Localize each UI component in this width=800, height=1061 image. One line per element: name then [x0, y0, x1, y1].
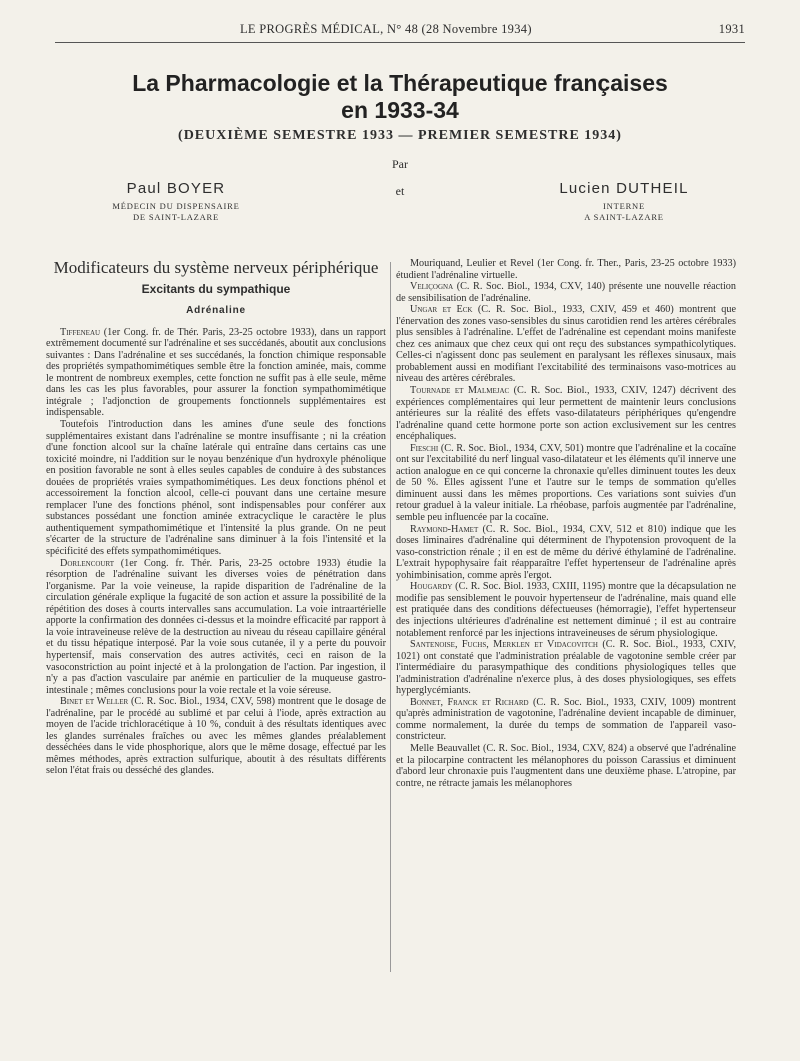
paragraph [46, 696, 386, 777]
paragraph-text: (C. R. Soc. Biol., 1933, CXIV, 1021) ont constaté que l'administration préalable de vagotonine semble créer par l'intermédiaire du parasympathique des conditions physiologiques telles que l'administration d'adrénaline n'exerce plus, à des doses physiologiques, ses effets hyperglycémiants. [396, 639, 736, 697]
author-affiliation-line: MÉDECIN DU DISPENSAIRE [112, 201, 240, 211]
paragraph-text: (1er Cong. fr. Thér. Paris, 23-25 octobre 1933) étudie la résorption de l'adrénaline suivant les diverses voies de pénétration dans l'organisme. Par la voie veineuse, la rapide disparition de l'adrénaline de la circulation générale explique la fugacité de son action et assure la possibilité de la répétition des doses à courts intervalles sans accumulation. La voie intraartérielle apporte la confirmation des données ci-dessus et la moindre efficacité par rapport à la voie intraveineuse relève de la destruction au niveau du réseau capillaire général et du tissu hépatique interposé. Par la voie sous cutanée, il y a perte du pouvoir hypertensif, mais conservation des autres activités, ceci en raison de la vasoconstriction au point injecté et à la prolongation de l'action. Par ingestion, il n'y a pas d'action vasculaire par anémie en particulier de la muqueuse gastro-intestinale ; mêmes conclusions pour la voie rectale et la voie séreuse. [46, 557, 386, 696]
author-lead: Binet et Weller [60, 696, 129, 708]
author-affiliation [56, 201, 296, 223]
paragraph-text: (C. R. Soc. Biol., 1934, CXV, 501) montre que l'adrénaline et la cocaïne ont sur l'excitabilité du nerf lingual vaso-dilatateur et les éléments qu'il innerve une action analogue en ce qui concerne la chronaxie qu'elles diminuent toutes les deux de 50 %. Elles agissent l'une et l'autre sur le temps de sommation qu'elles diminuent aussi dans les mêmes proportions. Ces variations sont suivies d'un retour graduel à la valeur initiale. La rhéobase, parfois augmentée par l'adrénaline, semble peu influencée par la cocaïne. [396, 442, 736, 524]
paragraph [396, 385, 736, 443]
paragraph [396, 304, 736, 385]
author-name: Lucien DUTHEIL [559, 180, 689, 197]
author-affiliation-line: DE SAINT-LAZARE [132, 212, 220, 222]
paragraph-text: (C. R. Soc. Biol., 1933, CXIV, 459 et 460) montrent que l'énervation des zones vaso-sensibles du sinus carotidien rend les artères cérébrales plus sensibles à l'adrénaline. L'effet de l'adrénaline est cependant moins manifeste chez ces animaux que chez ceux qui ont reçu des substances sympathicolytiques. Celles-ci n'agissent donc pas seulement en paralysant les réflexes sinusaux, mais probablement aussi en modifiant l'excitabilité des terminaisons vaso-motrices au niveau des artères cérébrales. [396, 304, 736, 385]
left-column [46, 258, 386, 1048]
subsubsection-title: Adrénaline [186, 305, 246, 317]
author-lead: Dorlencourt [60, 557, 114, 569]
author-lead: Tournade et Malmejac [410, 385, 510, 397]
paragraph [396, 443, 736, 524]
paragraph-text: Melle Beauvallet (C. R. Soc. Biol., 1934, CXV, 824) a observé que l'adrénaline et la pilocarpine contractent les mélanophores du poisson Carassius et diminuent d'abord leur chronaxie puis l'augmentent dans une deuxième phase. L'atropine, par contre, ne rétracte jamais les mélanophores [396, 742, 736, 789]
paragraph-text: Toutefois l'introduction dans les amines d'une seule des fonctions supplémentaires existant dans l'adrénaline se montre insuffisante ; ni la création d'une fonction alcool sur la chaîne latérale qui entraîne dans certains cas une toxicité moindre, ni l'addition sur le noyau benzénique d'un hydroxyle phénolique en position favorable ne sont à elles seules capables de conduire à des substances douées de propriétés vraies sympathomimétiques. Les deux fonctions phénol et accessoirement la fonction alcool, celle-ci pouvant dans une certaine mesure remplacer l'une des fonctions phénol, sont indispensables pour conférer aux substances possédant une fonction aminée extracyclique le caractère le plus authentiquement sympathomimétique et l'intensité la plus grande. On ne peut s'écarter de la structure de l'adrénaline sans diminuer à la fois l'intensité et la spécificité des effets sympathomimétiques. [46, 419, 386, 558]
author-affiliation-line: A SAINT-LAZARE [584, 212, 664, 222]
paragraph [396, 639, 736, 697]
paragraph [46, 327, 386, 419]
page-number: 1931 [718, 22, 745, 36]
paragraph [396, 524, 736, 582]
article-subtitle: (DEUXIÈME SEMESTRE 1933 — PREMIER SEMESTRE 1934) [178, 128, 622, 143]
paragraph-text: Mouriquand, Leulier et Revel (1er Cong. fr. Ther., Paris, 23-25 octobre 1933) étudient l'adrénaline virtuelle. [396, 258, 736, 281]
paragraph-text: (C. R. Soc. Biol., 1933, CXIV, 1247) décrivent des expériences complémentaires qui leur permettent de maintenir leurs conclusions antérieures sur la réalité des effets vaso-dilatateurs périphériques qu'engendre l'adrénaline quand cette hormone porte son action exclusivement sur les centres encéphaliques. [396, 385, 736, 443]
paragraph [46, 558, 386, 697]
header-rule [55, 42, 745, 43]
paragraph-text: (C. R. Soc. Biol., 1934, CXV, 512 et 810) indique que les doses liminaires d'adrénaline qui déterminent de l'hypotension provoquent de la vaso-constriction rénale ; il en est de même du dérivé éthylaminé de l'adrénaline. L'extrait hypophysaire fait réapparaître l'effet hypertenseur de l'adrénaline après yohimbinisation, comme après l'ergot. [396, 523, 736, 581]
paragraph-text: (C. R. Soc. Biol. 1933, CXIII, 1195) montre que la décapsulation ne modifie pas sensiblement le pouvoir hypertenseur de l'adrénaline, mais quand elle est pratiquée dans des conditions défectueuses (hémorragie), l'effet hypertenseur des injections ultérieures d'adrénaline est nettement diminué ; il est au contraire notablement renforcé par les injections intraveineuses de sérum physiologique. [396, 581, 736, 639]
paragraph [396, 697, 736, 743]
author-lead: Hougardy [410, 581, 453, 593]
paragraph [46, 419, 386, 558]
right-column [396, 258, 736, 1048]
author-name: Paul BOYER [126, 180, 226, 197]
byline-par: Par [392, 157, 408, 171]
paragraph-text: (C. R. Soc. Biol., 1934, CXV, 140) présente une nouvelle réaction de sensibilisation de l'adrénaline. [396, 281, 736, 304]
subsection-title: Excitants du sympathique [141, 281, 291, 296]
article-title-line1: La Pharmacologie et la Thérapeutique françaises [132, 70, 668, 96]
section-title: Modificateurs du système nerveux périphérique [53, 258, 379, 277]
paragraph [396, 743, 736, 789]
author-lead: Bonnet, Franck et Richard [410, 696, 529, 708]
author-lead: Santenoise, Fuchs, Merklen et Vidacovitch [410, 639, 598, 651]
running-head-title: LE PROGRÈS MÉDICAL, N° 48 (28 Novembre 1934) [240, 22, 532, 36]
author-affiliation [504, 201, 744, 223]
author-1 [56, 180, 296, 223]
article-title [60, 70, 740, 124]
author-lead: Fieschi [410, 442, 439, 454]
paragraph-text: (C. R. Soc. Biol., 1934, CXV, 598) montrent que le dosage de l'adrénaline, par le procédé au sublimé et par celui à l'iode, après extraction au moyen de l'acide trichloracétique à 10 %, conduit à des résultats identiques avec les glandes surrénales fraîches ou avec les mêmes glandes préalablement desséchées dans le vide phosphorique, alors que le même dosage, effectué par les mêmes méthodes, après extraction sulfurique, aboutit à des résultats différents selon l'état frais ou desséché des glandes. [46, 696, 386, 777]
author-affiliation-line: INTERNE [603, 201, 645, 211]
paragraph [396, 258, 736, 281]
byline-et: et [395, 184, 405, 198]
paragraph [396, 581, 736, 639]
paragraph-text: (1er Cong. fr. de Thér. Paris, 23-25 octobre 1933), dans un rapport extrêmement documenté sur l'adrénaline et ses succédanés, aboutit aux conclusions suivantes : Dans l'adrénaline et ses succédanés, la fonction chimique responsable des propriétés sympathomimétiques semble être la fonction aminée, mais, comme le montrent de nombreux exemples, cette fonction ne suffit pas à elle seule, même dans les cas les plus favorables, pour assurer la fonction sympathomimétique intégrale ; l'adjonction de groupements fonctionnels supplémentaires est indispensable. [46, 326, 386, 419]
column-divider [390, 262, 391, 972]
paragraph [396, 281, 736, 304]
article-title-line2: en 1933-34 [341, 97, 459, 123]
author-lead: Tiffeneau [60, 326, 101, 338]
author-lead: Veliçogna [410, 281, 454, 293]
author-lead: Raymond-Hamet [410, 523, 479, 535]
author-lead: Ungar et Eck [410, 304, 473, 316]
paragraph-text: (C. R. Soc. Biol., 1933, CXIV, 1009) montrent qu'après administration de vagotonine, l'adrénaline devient incapable de diminuer, comme normalement, la durée du temps de sommation de l'appareil vaso-constricteur. [396, 696, 736, 743]
author-2 [504, 180, 744, 223]
